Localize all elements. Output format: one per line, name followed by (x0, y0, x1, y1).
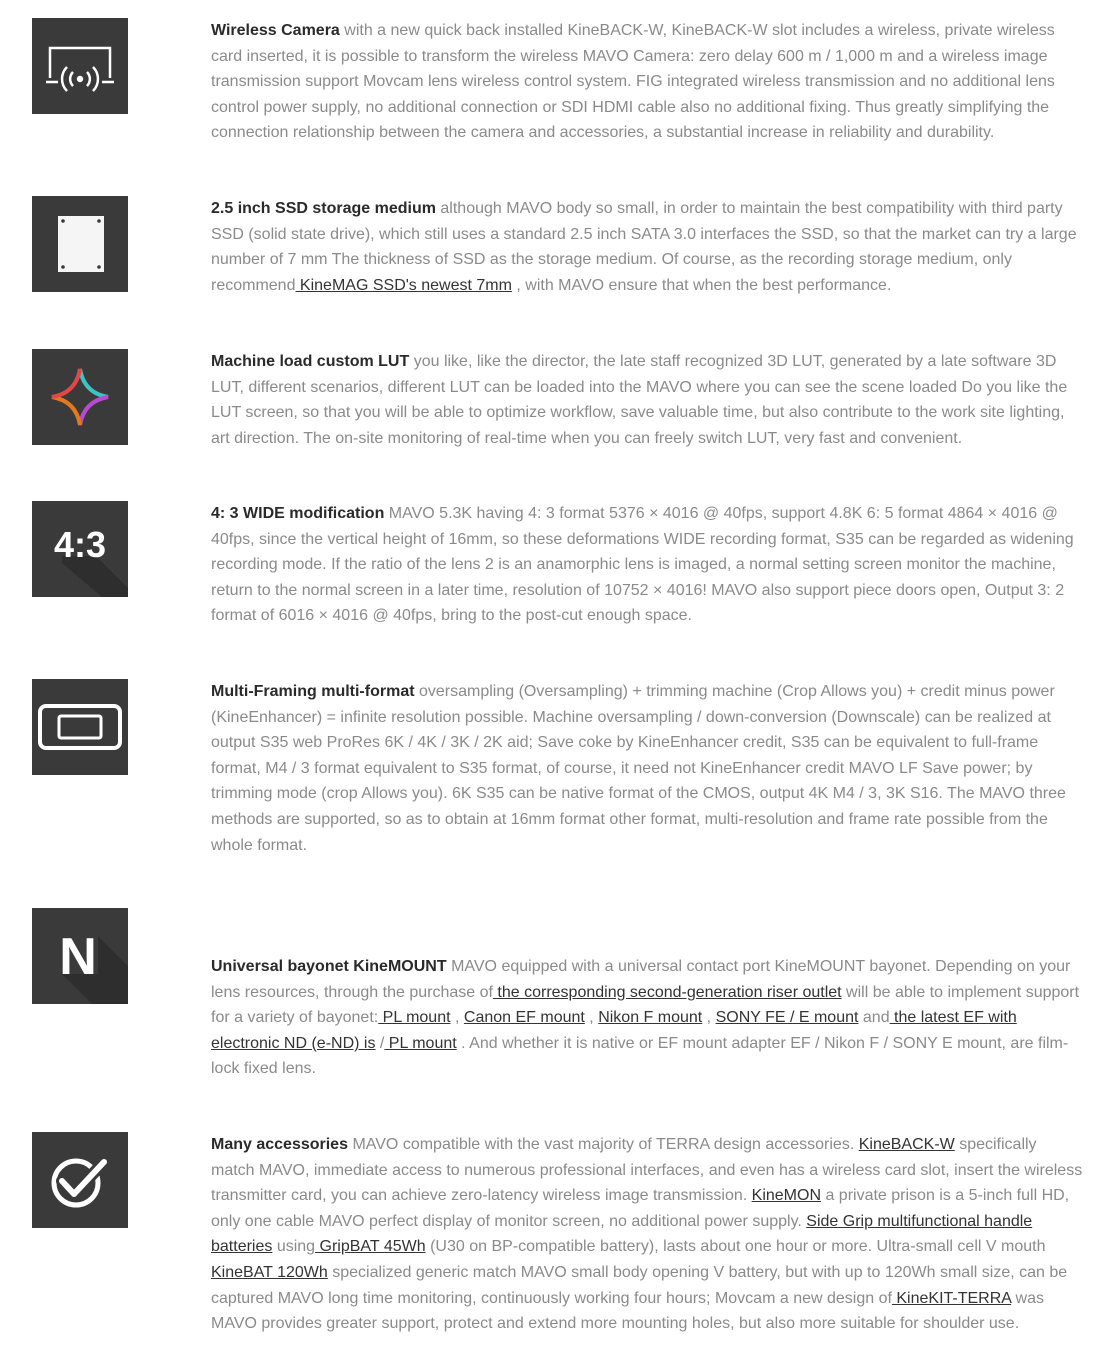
feature-title: 4: 3 WIDE modification (211, 505, 385, 522)
inline-link[interactable]: SONY FE / E mount (715, 1009, 859, 1027)
feature-description (211, 196, 1083, 298)
icon-label: N (59, 928, 97, 986)
feature-title: Wireless Camera (211, 22, 340, 39)
description-text: , with MAVO ensure that when the best performance. (511, 276, 892, 294)
inline-link[interactable]: KineKIT-TERRA (891, 1289, 1012, 1307)
inline-link[interactable]: the latest EF with electronic ND (e-ND) is (211, 1009, 1017, 1052)
description-text: will be able to implement support for a variety of bayonet: (211, 983, 1080, 1027)
feature-title: Multi-Framing multi-format (211, 683, 415, 700)
feature-title: 2.5 inch SSD storage medium (211, 200, 436, 217)
description-text: , (584, 1009, 599, 1027)
description-text: a private prison is a 5-inch full HD, only one cable MAVO perfect display of monitor screen, no additional power supply. (211, 1187, 1070, 1230)
description-text: , (450, 1009, 464, 1027)
inline-link[interactable]: PL mount (384, 1034, 457, 1052)
description-text: using (272, 1238, 316, 1256)
description-text: specialized generic match MAVO small body opening V battery, but with up to 120Wh small size, can be captured MAVO long time monitoring, continuously working four hours; Movcam a new design of (211, 1263, 1068, 1307)
n-letter-mount-icon (32, 908, 128, 1004)
inline-link[interactable]: KineBAT 120Wh (211, 1263, 328, 1281)
multi-frame-icon (32, 679, 128, 775)
description-text: with a new quick back installed KineBACK-W, KineBACK-W slot includes a wireless, private wireless card inserted, it is possible to transform the wireless MAVO Camera: zero delay 600 m / 1,000 m and a wireless image transmission support Movcam lens wireless control system. FIG integrated wireless transmission and no additional lens control power supply, no additional connection or SDI HDMI cable also no additional fixing. Thus greatly simplifying the connection relationship between the camera and accessories, a substantial increase in reliability and durability. (211, 22, 1055, 142)
feature-description (211, 349, 1083, 451)
aspect-ratio-4-3-icon (32, 501, 128, 597)
inline-link[interactable]: PL mount (378, 1009, 451, 1027)
description-text: . And whether it is native or EF mount adapter EF / Nikon F / SONY E mount, are film-lock fixed lens. (211, 1034, 1069, 1078)
feature-title: Many accessories (211, 1136, 348, 1153)
description-text: oversampling (Oversampling) + trimming machine (Crop Allows you) + credit minus power (KineEnhancer) = infinite resolution possible. Machine oversampling / down-conversion (Downscale) can be realized at output S35 web ProRes 6K / 4K / 3K / 2K aid; Save coke by KineEnhancer credit, S35 can be equivalent to full-frame format, M4 / 3 format equivalent to S35 format, of course, it need not KineEnhancer credit MAVO LF Save power; by trimming mode (crop Allows you). 6K S35 can be native format of the CMOS, output 4K M4 / 3, 3K S16. The MAVO three methods are supported, so as to obtain at 16mm format other format, multi-resolution and frame rate possible from the whole format. (211, 683, 1066, 854)
feature-description (211, 18, 1083, 146)
feature-description (211, 1132, 1083, 1337)
inline-link[interactable]: GripBAT 45Wh (315, 1238, 426, 1256)
color-lut-star-icon (32, 349, 128, 445)
description-text: / (375, 1034, 385, 1052)
inline-link[interactable]: the corresponding second-generation riser outlet (492, 983, 842, 1001)
wireless-signal-icon (32, 18, 128, 114)
checkmark-icon (32, 1132, 128, 1228)
description-text: MAVO 5.3K having 4: 3 format 5376 × 4016 @ 40fps, support 4.8K 6: 5 format 4864 × 4016 @ 40fps, since the vertical height of 16mm, so these deformations WIDE recording format, S35 can be regarded as widening recording mode. If the ratio of the lens 2 is an anamorphic lens is imaged, a normal setting screen monitor the machine, return to the normal screen in a later time, resolution of 10752 × 4016! MAVO also support piece doors open, Output 3: 2 format of 6016 × 4016 @ 40fps, bring to the post-cut enough space. (211, 505, 1074, 625)
feature-description (211, 679, 1083, 858)
feature-title: Universal bayonet KineMOUNT (211, 958, 447, 975)
inline-link[interactable]: Nikon F mount (598, 1009, 703, 1027)
description-text: was MAVO provides greater support, protect and extend more mounting holes, but also more suitable for shoulder use. (211, 1289, 1044, 1333)
description-text: and (858, 1009, 890, 1027)
ssd-drive-icon (32, 196, 128, 292)
inline-link[interactable]: Canon EF mount (463, 1009, 585, 1027)
inline-link[interactable]: KineMAG SSD's newest 7mm (295, 276, 512, 294)
description-text: MAVO equipped with a universal contact port KineMOUNT bayonet. Depending on your lens resources, through the purchase of (211, 958, 1071, 1001)
feature-description (211, 501, 1083, 629)
feature-description (211, 954, 1083, 1082)
description-text: although MAVO body so small, in order to maintain the best compatibility with third party SSD (solid state drive), which still uses a standard 2.5 inch SATA 3.0 interfaces the SSD, so that the market can try a large number of 7 mm The thickness of SSD as the storage medium. Of course, as the recording storage medium, only recommend (211, 200, 1077, 294)
description-text: you like, like the director, the late staff recognized 3D LUT, generated by a late software 3D LUT, different scenarios, different LUT can be loaded into the MAVO where you can see the scene loaded Do you like the LUT screen, so that you will be able to optimize workflow, save valuable time, but also contribute to the work site lighting, art direction. The on-site monitoring of real-time when you can freely switch LUT, very fast and convenient. (211, 353, 1068, 447)
inline-link[interactable]: KineBACK-W (858, 1136, 955, 1153)
feature-title: Machine load custom LUT (211, 353, 410, 370)
description-text: , (702, 1009, 716, 1027)
icon-label: 4:3 (53, 524, 107, 565)
description-text: MAVO compatible with the vast majority of TERRA design accessories. (352, 1136, 859, 1153)
description-text: specifically match MAVO, immediate access to numerous professional interfaces, and even has a wireless card slot, insert the wireless transmitter card, you can achieve zero-latency wireless image transmission. (211, 1136, 1083, 1205)
description-text: (U30 on BP-compatible battery), lasts about one hour or more. Ultra-small cell V mouth (425, 1238, 1046, 1256)
inline-link[interactable]: Side Grip multifunctional handle batteries (211, 1212, 1033, 1256)
inline-link[interactable]: KineMON (751, 1187, 822, 1205)
